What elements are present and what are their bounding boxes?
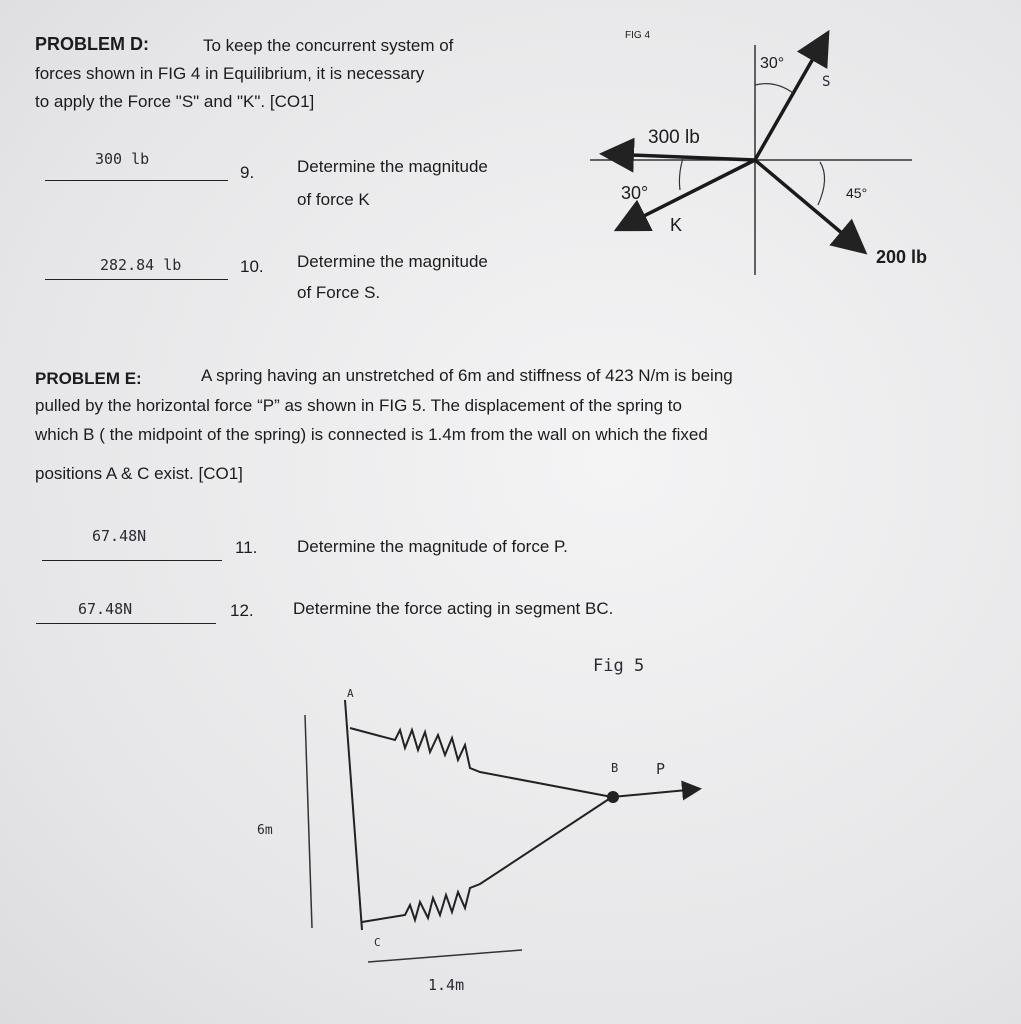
fig5-point-b-label: B xyxy=(611,761,619,775)
q11-answer: 67.48N xyxy=(92,527,147,545)
fig4-angle-right: 45° xyxy=(846,185,868,201)
q9-answer: 300 lb xyxy=(95,150,150,168)
fig4-angle-top: 30° xyxy=(760,55,785,72)
fig4-force-200-label: 200 lb xyxy=(876,247,928,267)
fig5-distance-label: 1.4m xyxy=(428,976,465,994)
fig5-height-label: 6m xyxy=(257,823,273,838)
fig4-force-s-label: S xyxy=(822,74,831,90)
problem-d-line2: forces shown in FIG 4 in Equilibrium, it is necessary xyxy=(35,64,425,83)
fig5-wall xyxy=(345,700,362,930)
problem-e-line4: positions A & C exist. [CO1] xyxy=(35,464,243,483)
q9-text-line2: of force K xyxy=(297,190,370,209)
q9-number: 9. xyxy=(240,163,255,182)
fig5-distance-dimension xyxy=(368,950,522,962)
problem-d-line3: to apply the Force "S" and "K". [CO1] xyxy=(35,92,315,111)
q11-text: Determine the magnitude of force P. xyxy=(297,537,568,556)
q10-answer: 282.84 lb xyxy=(100,256,182,274)
fig5-point-a-label: A xyxy=(347,687,354,700)
q9-text-line1: Determine the magnitude xyxy=(297,157,488,176)
problem-e-line1: A spring having an unstretched of 6m and stiffness of 423 N/m is being xyxy=(201,366,733,385)
problem-d-heading: PROBLEM D: xyxy=(35,34,149,54)
problem-e-heading: PROBLEM E: xyxy=(35,369,142,388)
fig5-point-c-label: C xyxy=(374,936,381,949)
fig5-label: Fig 5 xyxy=(593,656,645,676)
problem-e-line2: pulled by the horizontal force “P” as shown in FIG 5. The displacement of the spring to xyxy=(35,396,682,415)
fig5-spring-ab xyxy=(350,728,612,797)
fig4-force-300-label: 300 lb xyxy=(648,127,700,148)
problem-e-line3: which B ( the midpoint of the spring) is connected is 1.4m from the wall on which the fixed xyxy=(35,425,708,444)
q12-answer: 67.48N xyxy=(78,600,133,618)
q10-number: 10. xyxy=(240,257,264,276)
q12-number: 12. xyxy=(230,601,254,620)
fig4-force-k-label: K xyxy=(670,215,683,235)
fig5-force-p-label: P xyxy=(656,760,666,778)
fig5-point-b xyxy=(607,791,619,803)
q10-text-line1: Determine the magnitude xyxy=(297,252,488,271)
problem-d-line1: To keep the concurrent system of xyxy=(203,36,454,55)
fig4-label: FIG 4 xyxy=(625,30,651,41)
q12-text: Determine the force acting in segment BC. xyxy=(293,599,614,618)
fig5-force-p-arrow xyxy=(612,789,698,797)
fig5-height-dimension xyxy=(305,715,312,928)
fig4-angle-left: 30° xyxy=(621,183,649,203)
fig5-spring-cb xyxy=(362,797,612,922)
q11-number: 11. xyxy=(235,538,258,557)
q10-text-line2: of Force S. xyxy=(297,283,381,302)
